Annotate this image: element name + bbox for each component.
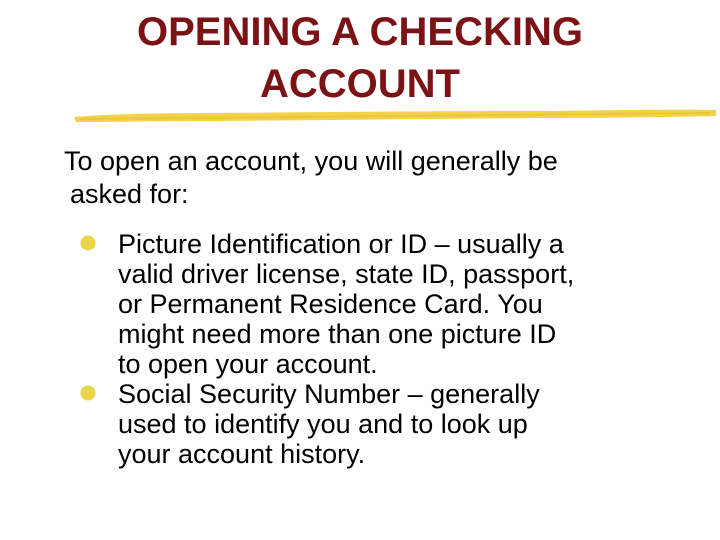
yellow-circle-bullet-icon [80,385,96,401]
list-item-line: Social Security Number – generally [118,379,540,409]
list-item-line: or Permanent Residence Card. You [118,289,543,319]
list-item-line: to open your account. [118,349,378,379]
list-item-social-security [78,379,708,469]
list-item-line: used to identify you and to look up [118,409,528,439]
list-item-line: valid driver license, state ID, passport, [118,259,575,289]
intro-text [64,145,704,211]
list-item-line: Picture Identification or ID – usually a [118,229,564,259]
intro-line-1: To open an account, you will generally be [64,146,558,176]
intro-line-2: asked for: [70,179,189,209]
slide-title [0,6,720,110]
slide-title-line-1: OPENING A CHECKING [137,10,583,54]
requirements-list [78,229,708,469]
slide-title-line-2: ACCOUNT [260,62,460,106]
list-item-picture-id [78,229,708,379]
list-item-line: your account history. [118,439,366,469]
title-underline-brushstroke [70,104,720,126]
yellow-circle-bullet-icon [80,235,96,251]
list-item-line: might need more than one picture ID [118,319,557,349]
